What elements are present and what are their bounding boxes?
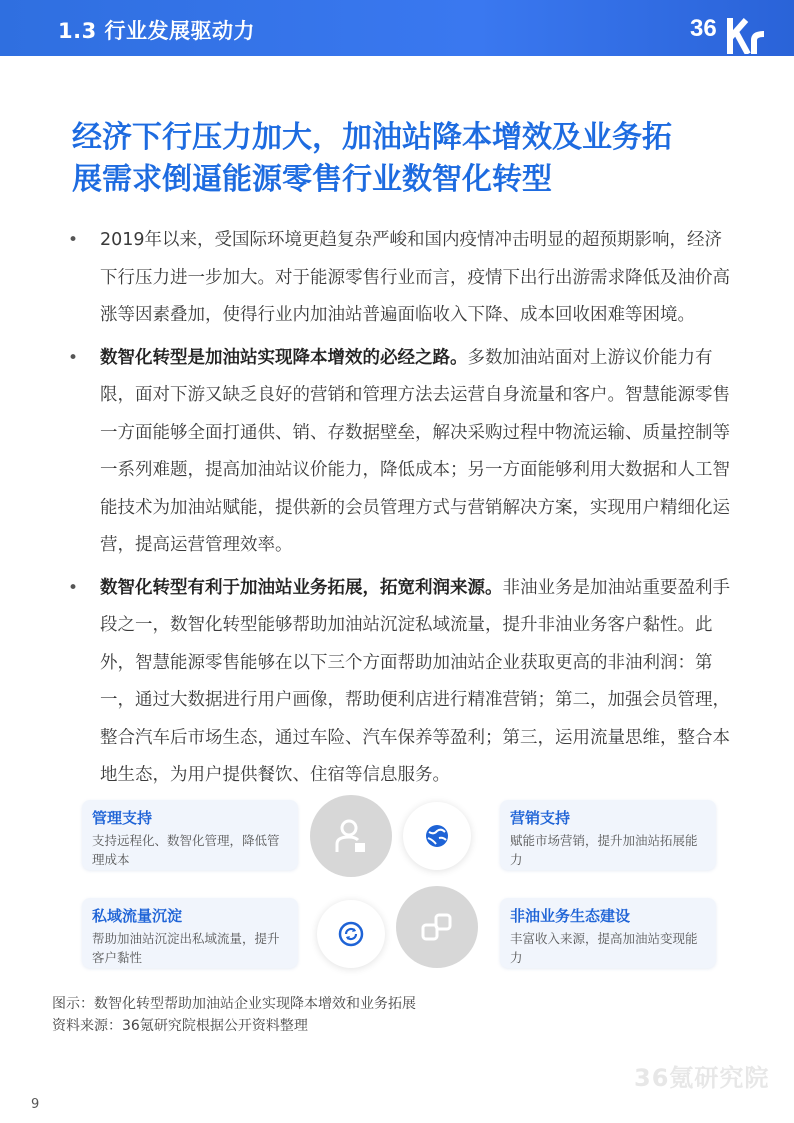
card-desc: 帮助加油站沉淀出私域流量，提升客户黏性	[92, 931, 280, 965]
card-non-oil-ecosystem	[500, 898, 716, 968]
bullet-bold-text: 数智化转型是加油站实现降本增效的必经之路。	[100, 347, 468, 368]
main-title-line2: 展需求倒逼能源零售行业数智化转型	[72, 162, 552, 197]
main-title-line1: 经济下行压力加大，加油站降本增效及业务拓	[72, 120, 672, 155]
bullet-text: 非油业务是加油站重要盈利手段之一，数智化转型能够帮助加油站沉淀私域流量，提升非油业务客户黏性。此外，智慧能源零售能够在以下三个方面帮助加油站企业获取更高的非油利润：第一，通过大数据进行用户画像，帮助便利店进行精准营销；第二，加强会员管理，整合汽车后市场生态，通过车险、汽车保养等盈利；第三，运用流量思维，整合本地生态，为用户提供餐饮、住宿等信息服务。	[100, 577, 730, 785]
bullet-dot-icon: •	[68, 577, 79, 598]
bullet-dot-icon: •	[68, 230, 79, 250]
user-icon	[310, 795, 392, 877]
section-title: 1.3 行业发展驱动力	[58, 19, 256, 43]
globe-icon	[403, 802, 471, 870]
card-title: 私域流量沉淀	[92, 907, 183, 925]
bullet-list	[66, 222, 736, 800]
figure-caption: 图示：数智化转型帮助加油站企业实现降本增效和业务拓展	[52, 996, 416, 1012]
bullet-item	[66, 222, 736, 335]
bullet-dot-icon: •	[68, 347, 79, 368]
card-desc: 支持远程化、数智化管理，降低管理成本	[92, 833, 280, 867]
watermark: 36氪研究院	[634, 1064, 770, 1092]
card-title: 营销支持	[510, 809, 571, 827]
refresh-icon	[317, 900, 385, 968]
card-title: 非油业务生态建设	[510, 907, 631, 925]
card-private-traffic	[82, 898, 298, 968]
card-desc: 赋能市场营销，提升加油站拓展能力	[510, 833, 698, 867]
bullet-item	[66, 340, 736, 565]
transformation-diagram	[80, 790, 720, 980]
36kr-logo	[684, 4, 784, 54]
card-title: 管理支持	[92, 809, 153, 827]
bullet-bold-text: 数智化转型有利于加油站业务拓展，拓宽利润来源。	[100, 577, 503, 598]
bullet-item	[66, 570, 736, 795]
svg-text:36: 36	[690, 15, 717, 42]
card-marketing-support	[500, 800, 716, 870]
link-icon	[396, 886, 478, 968]
bullet-text: 多数加油站面对上游议价能力有限，面对下游又缺乏良好的营销和管理方法去运营自身流量和客户。智慧能源零售一方面能够全面打通供、销、存数据壁垒，解决采购过程中物流运输、质量控制等一系列难题，提高加油站议价能力，降低成本；另一方面能够利用大数据和人工智能技术为加油站赋能，提供新的会员管理方式与营销解决方案，实现用户精细化运营，提高运营管理效率。	[100, 347, 730, 555]
figure-source: 资料来源：36氪研究院根据公开资料整理	[52, 1018, 308, 1034]
header-bar	[0, 0, 794, 56]
page-number: 9	[31, 1097, 40, 1112]
bullet-text: 2019年以来，受国际环境更趋复杂严峻和国内疫情冲击明显的超预期影响，经济下行压力进一步加大。对于能源零售行业而言，疫情下出行出游需求降低及油价高涨等因素叠加，使得行业内加油站普遍面临收入下降、成本回收困难等困境。	[100, 230, 730, 325]
card-desc: 丰富收入来源，提高加油站变现能力	[510, 931, 698, 965]
card-management-support	[82, 800, 298, 870]
main-title	[72, 117, 752, 201]
